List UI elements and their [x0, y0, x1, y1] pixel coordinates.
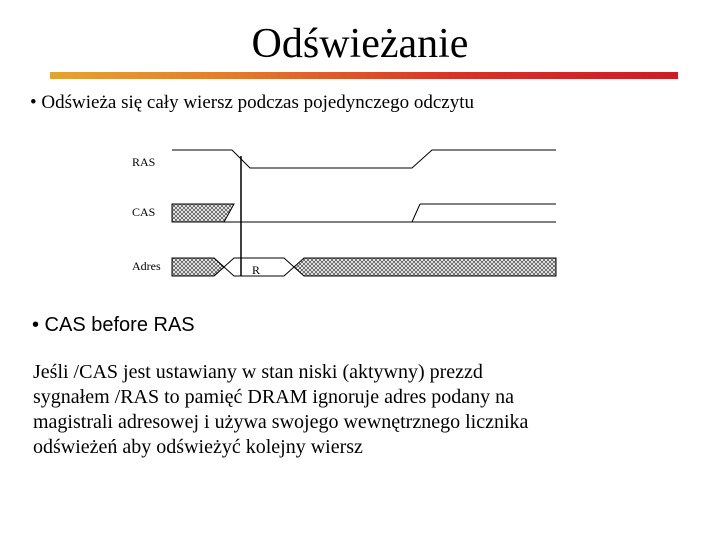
bullet-cas-before-ras: • CAS before RAS	[32, 314, 195, 336]
adres-hatched-right	[294, 258, 556, 276]
signal-label-adres: Adres	[132, 259, 161, 273]
slide-title: Odświeżanie	[251, 21, 469, 67]
cas-hatched-region	[172, 204, 234, 222]
bullet-refresh-row: • Odświeża się cały wiersz podczas pojedynczego odczytu	[30, 92, 475, 113]
adres-hatched-left	[172, 258, 224, 276]
ras-waveform	[172, 150, 556, 168]
explanation-paragraph	[33, 360, 693, 460]
paragraph-line: Jeśli /CAS jest ustawiany w stan niski (aktywny) prezzd	[33, 361, 483, 383]
paragraph-line: odświeżeń aby odświeżyć kolejny wiersz	[33, 436, 363, 458]
paragraph-line: magistrali adresowej i używa swojego wewnętrznego licznika	[33, 411, 529, 433]
cas-rise-edge	[412, 204, 420, 222]
paragraph-line: sygnałem /RAS to pamięć DRAM ignoruje adres podany na	[33, 386, 515, 408]
adres-value-label: R	[252, 263, 261, 277]
signal-label-ras: RAS	[132, 155, 156, 169]
signal-label-cas: CAS	[132, 205, 156, 219]
